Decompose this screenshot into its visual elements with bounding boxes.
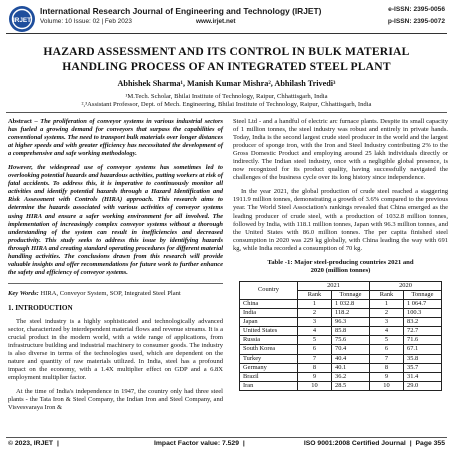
table-cell-country: Brazil: [240, 372, 298, 381]
page-number: Page 355: [415, 440, 445, 447]
table-cell-tonnage-2021: 40.1: [332, 363, 370, 372]
table-cell-tonnage-2021: 1 032.8: [332, 299, 370, 308]
paper-authors: Abhishek Sharma¹, Manish Kumar Mishra², Abhilash Trivedi³: [117, 79, 336, 88]
paper-title-line-2: HANDLING PROCESS OF AN INTEGRATED STEEL PLANT: [62, 59, 391, 73]
footer-impact: [154, 440, 247, 447]
table-header-country: Country: [240, 281, 298, 299]
table-cell-tonnage-2020: 29.0: [404, 381, 442, 390]
footer-separator: |: [409, 440, 412, 447]
table-cell-tonnage-2021: 28.5: [332, 381, 370, 390]
table-cell-country: Turkey: [240, 354, 298, 363]
table-subheader-rank: Rank: [298, 290, 332, 299]
paper-title: [14, 45, 439, 74]
paper-title-line-1: HAZARD ASSESSMENT AND ITS CONTROL IN BULK MATERIAL: [43, 45, 410, 58]
title-divider: [6, 112, 447, 113]
table-cell-country: China: [240, 299, 298, 308]
table-row: [240, 318, 442, 327]
table-subheader-rank: Rank: [370, 290, 404, 299]
table-row: [240, 372, 442, 381]
table-caption-line-1: Table -1: Major steel-producing countries 2021 and: [267, 258, 414, 266]
impact-factor: Impact Factor value: 7.529: [154, 440, 239, 447]
table-row: [240, 309, 442, 318]
table-cell-rank-2021: 5: [298, 336, 332, 345]
table-cell-tonnage-2021: 75.6: [332, 336, 370, 345]
table-row: [240, 363, 442, 372]
keywords-text: HIRA, Conveyor System, SOP, Integrated Steel Plant: [38, 289, 181, 297]
copyright-text: © 2023, IRJET: [8, 440, 54, 447]
table-cell-rank-2020: 7: [370, 354, 404, 363]
table-header-2021: 2021: [298, 281, 370, 290]
affiliation-1: ¹M.Tech. Scholar, Bhilai Institute of Technology, Raipur, Chhattisgarh, India: [125, 93, 328, 100]
keywords-label: Key Words:: [8, 289, 39, 297]
iso-certified: ISO 9001:2008 Certified Journal: [303, 440, 406, 447]
table-cell-tonnage-2020: 1 064.7: [404, 299, 442, 308]
table-row: [240, 336, 442, 345]
table-cell-rank-2021: 6: [298, 345, 332, 354]
abstract-text: The proliferation of conveyor systems in various industrial sectors has fueled a growing demand for conveyors that surpass the capabilities of conventional systems. The need to transport bulk materials over longer distances at higher speeds and with greater efficiency has necessitated the development of a comprehensive and safe working methodology.: [8, 118, 223, 158]
table-subheader-tonnage: Tonnage: [404, 290, 442, 299]
table-caption-line-2: 2020 (million tonnes): [310, 266, 371, 274]
footer-copyright: [8, 440, 61, 447]
table-cell-rank-2020: 9: [370, 372, 404, 381]
abstract-paragraph-2: However, the widespread use of conveyor systems has sometimes led to overlooking potential hazards and hazardous activities, putting workers at risk of fatal accidents. To address this, it is imperative to continuously monitor all activities and identify potential hazards through a Hazard Identification and Risk Assessment with Controls (HIRA) approach. This research aims to determine the hazards associated with various activities of conveyor systems using HIRA and ensure a safer working environment for all involved. The implementation of increasingly complex conveyor systems without a thorough understanding of the system can result in inefficiencies and decreased productivity. This study seeks to address this issue by identifying hazards through HIRA and creating standard operating procedures for different material handling activities. The conclusions drawn from this research will provide valuable insights and offer recommendations for future work to further enhance the safety and efficiency of conveyor systems.: [8, 164, 223, 276]
footer-separator: |: [56, 440, 59, 447]
table-cell-rank-2020: 1: [370, 299, 404, 308]
table-cell-rank-2020: 4: [370, 327, 404, 336]
journal-name: International Research Journal of Engineering and Technology (IRJET): [40, 6, 322, 16]
table-cell-rank-2020: 6: [370, 345, 404, 354]
intro-paragraph-1: The steel industry is a highly sophisticated and technologically advanced sector, characterized by interdependent material flows and revenue streams. It is a crucial product in the modern world, with a wide range of applications, from infrastructure building and industrial machinery to consumer goods. The industry is also diverse in terms of the technologies used, which are dependent on the nature and quantity of raw materials utilized. In India, steel has a profound impact on the economy, with a 1.4X multiplier effect on GDP and a 6.8X employment multiplier factor.: [8, 317, 223, 382]
right-column: [233, 118, 448, 391]
affiliation-2: ²,³Assistant Professor, Dept. of Mech. Engineering, Bhilai Institute of Technology, Raipur, Chhattisgarh, India: [81, 101, 372, 108]
table-cell-country: Germany: [240, 363, 298, 372]
e-issn: e-ISSN: 2395-0056: [388, 6, 445, 13]
table-cell-rank-2020: 3: [370, 318, 404, 327]
table-cell-tonnage-2021: 40.4: [332, 354, 370, 363]
table-cell-country: Iran: [240, 381, 298, 390]
intro-paragraph-2: At the time of India's independence in 1947, the country only had three steel plants - the Tata Iron & Steel Company, the Indian Iron and Steel Company, and Visvesvaraya Iron &: [8, 388, 223, 412]
table-cell-rank-2021: 7: [298, 354, 332, 363]
abstract-divider: [8, 283, 223, 284]
table-cell-tonnage-2021: 96.3: [332, 318, 370, 327]
table-body: [240, 299, 442, 390]
table-cell-tonnage-2020: 83.2: [404, 318, 442, 327]
table-cell-tonnage-2020: 35.8: [404, 354, 442, 363]
table-cell-tonnage-2020: 35.7: [404, 363, 442, 372]
table-cell-country: Japan: [240, 318, 298, 327]
table-subheader-tonnage: Tonnage: [332, 290, 370, 299]
table-cell-rank-2021: 9: [298, 372, 332, 381]
keywords: [8, 290, 223, 298]
table-row: [240, 381, 442, 390]
svg-text:IRJET: IRJET: [12, 17, 32, 24]
footer-separator: |: [242, 440, 245, 447]
body-paragraph-1: Steel Ltd - and a handful of electric arc furnace plants. Despite its small capacity of 1 million tonnes, the steel industry was robust and entirely in private hands. Today, India is the second largest crude steel producer in the world and the largest producer of sponge iron, with the Iron and Steel Industry contributing 2% to the Gross Domestic Product and employing around 25 lakh individuals directly or indirectly. The Indian steel industry, once with a negligible global presence, is now recognized for its product quality, having successfully navigated the challenges of the business cycle over its long history since independence.: [233, 118, 448, 182]
table-cell-country: United States: [240, 327, 298, 336]
table-cell-rank-2021: 8: [298, 363, 332, 372]
table-cell-tonnage-2021: 36.2: [332, 372, 370, 381]
table-cell-tonnage-2021: 85.8: [332, 327, 370, 336]
table-cell-rank-2021: 1: [298, 299, 332, 308]
p-issn: p-ISSN: 2395-0072: [387, 18, 445, 25]
volume-issue: Volume: 10 Issue: 02 | Feb 2023: [40, 18, 132, 25]
table-cell-tonnage-2020: 31.4: [404, 372, 442, 381]
abstract-label: Abstract –: [8, 118, 38, 125]
table-cell-country: Russia: [240, 336, 298, 345]
table-header-2020: 2020: [370, 281, 442, 290]
table-row: [240, 327, 442, 336]
table-cell-rank-2021: 10: [298, 381, 332, 390]
header-divider: [6, 33, 447, 34]
table-caption: [233, 259, 448, 275]
abstract-paragraph: [8, 118, 223, 158]
table-cell-rank-2020: 10: [370, 381, 404, 390]
table-cell-country: India: [240, 309, 298, 318]
table-cell-country: South Korea: [240, 345, 298, 354]
footer-divider: [6, 437, 447, 438]
table-cell-tonnage-2020: 100.3: [404, 309, 442, 318]
table-cell-rank-2020: 5: [370, 336, 404, 345]
table-cell-rank-2021: 4: [298, 327, 332, 336]
journal-website-link[interactable]: www.irjet.net: [196, 18, 236, 25]
table-cell-tonnage-2020: 67.1: [404, 345, 442, 354]
section-heading-introduction: 1. INTRODUCTION: [8, 303, 73, 312]
table-row: [240, 299, 442, 308]
steel-production-table: [239, 281, 442, 391]
left-column: [8, 118, 223, 419]
footer-right: [304, 440, 445, 447]
table-cell-tonnage-2021: 118.2: [332, 309, 370, 318]
table-cell-tonnage-2020: 71.6: [404, 336, 442, 345]
table-row: [240, 345, 442, 354]
table-row: [240, 354, 442, 363]
irjet-logo-icon: [8, 5, 36, 33]
table-cell-rank-2021: 3: [298, 318, 332, 327]
table-cell-rank-2020: 2: [370, 309, 404, 318]
table-cell-rank-2021: 2: [298, 309, 332, 318]
table-cell-tonnage-2020: 72.7: [404, 327, 442, 336]
table-cell-tonnage-2021: 70.4: [332, 345, 370, 354]
body-paragraph-2: In the year 2021, the global production of crude steel reached a staggering 1911.9 million tonnes, demonstrating a growth of 3.6% compared to the previous year. The World Steel Association's rankings revealed that China emerged as the leading producer of crude steel, with a production of 1032.8 million tonnes, followed by India, with 118.1 million tonnes, Japan with 96.3 million tonnes, and the United States with 86.0 million tonnes. The per capita finished steel consumption in 2020 was 229 kg globally, with China leading the way with 691 kg, while India recorded a consumption of 70 kg.: [233, 188, 448, 252]
table-cell-rank-2020: 8: [370, 363, 404, 372]
